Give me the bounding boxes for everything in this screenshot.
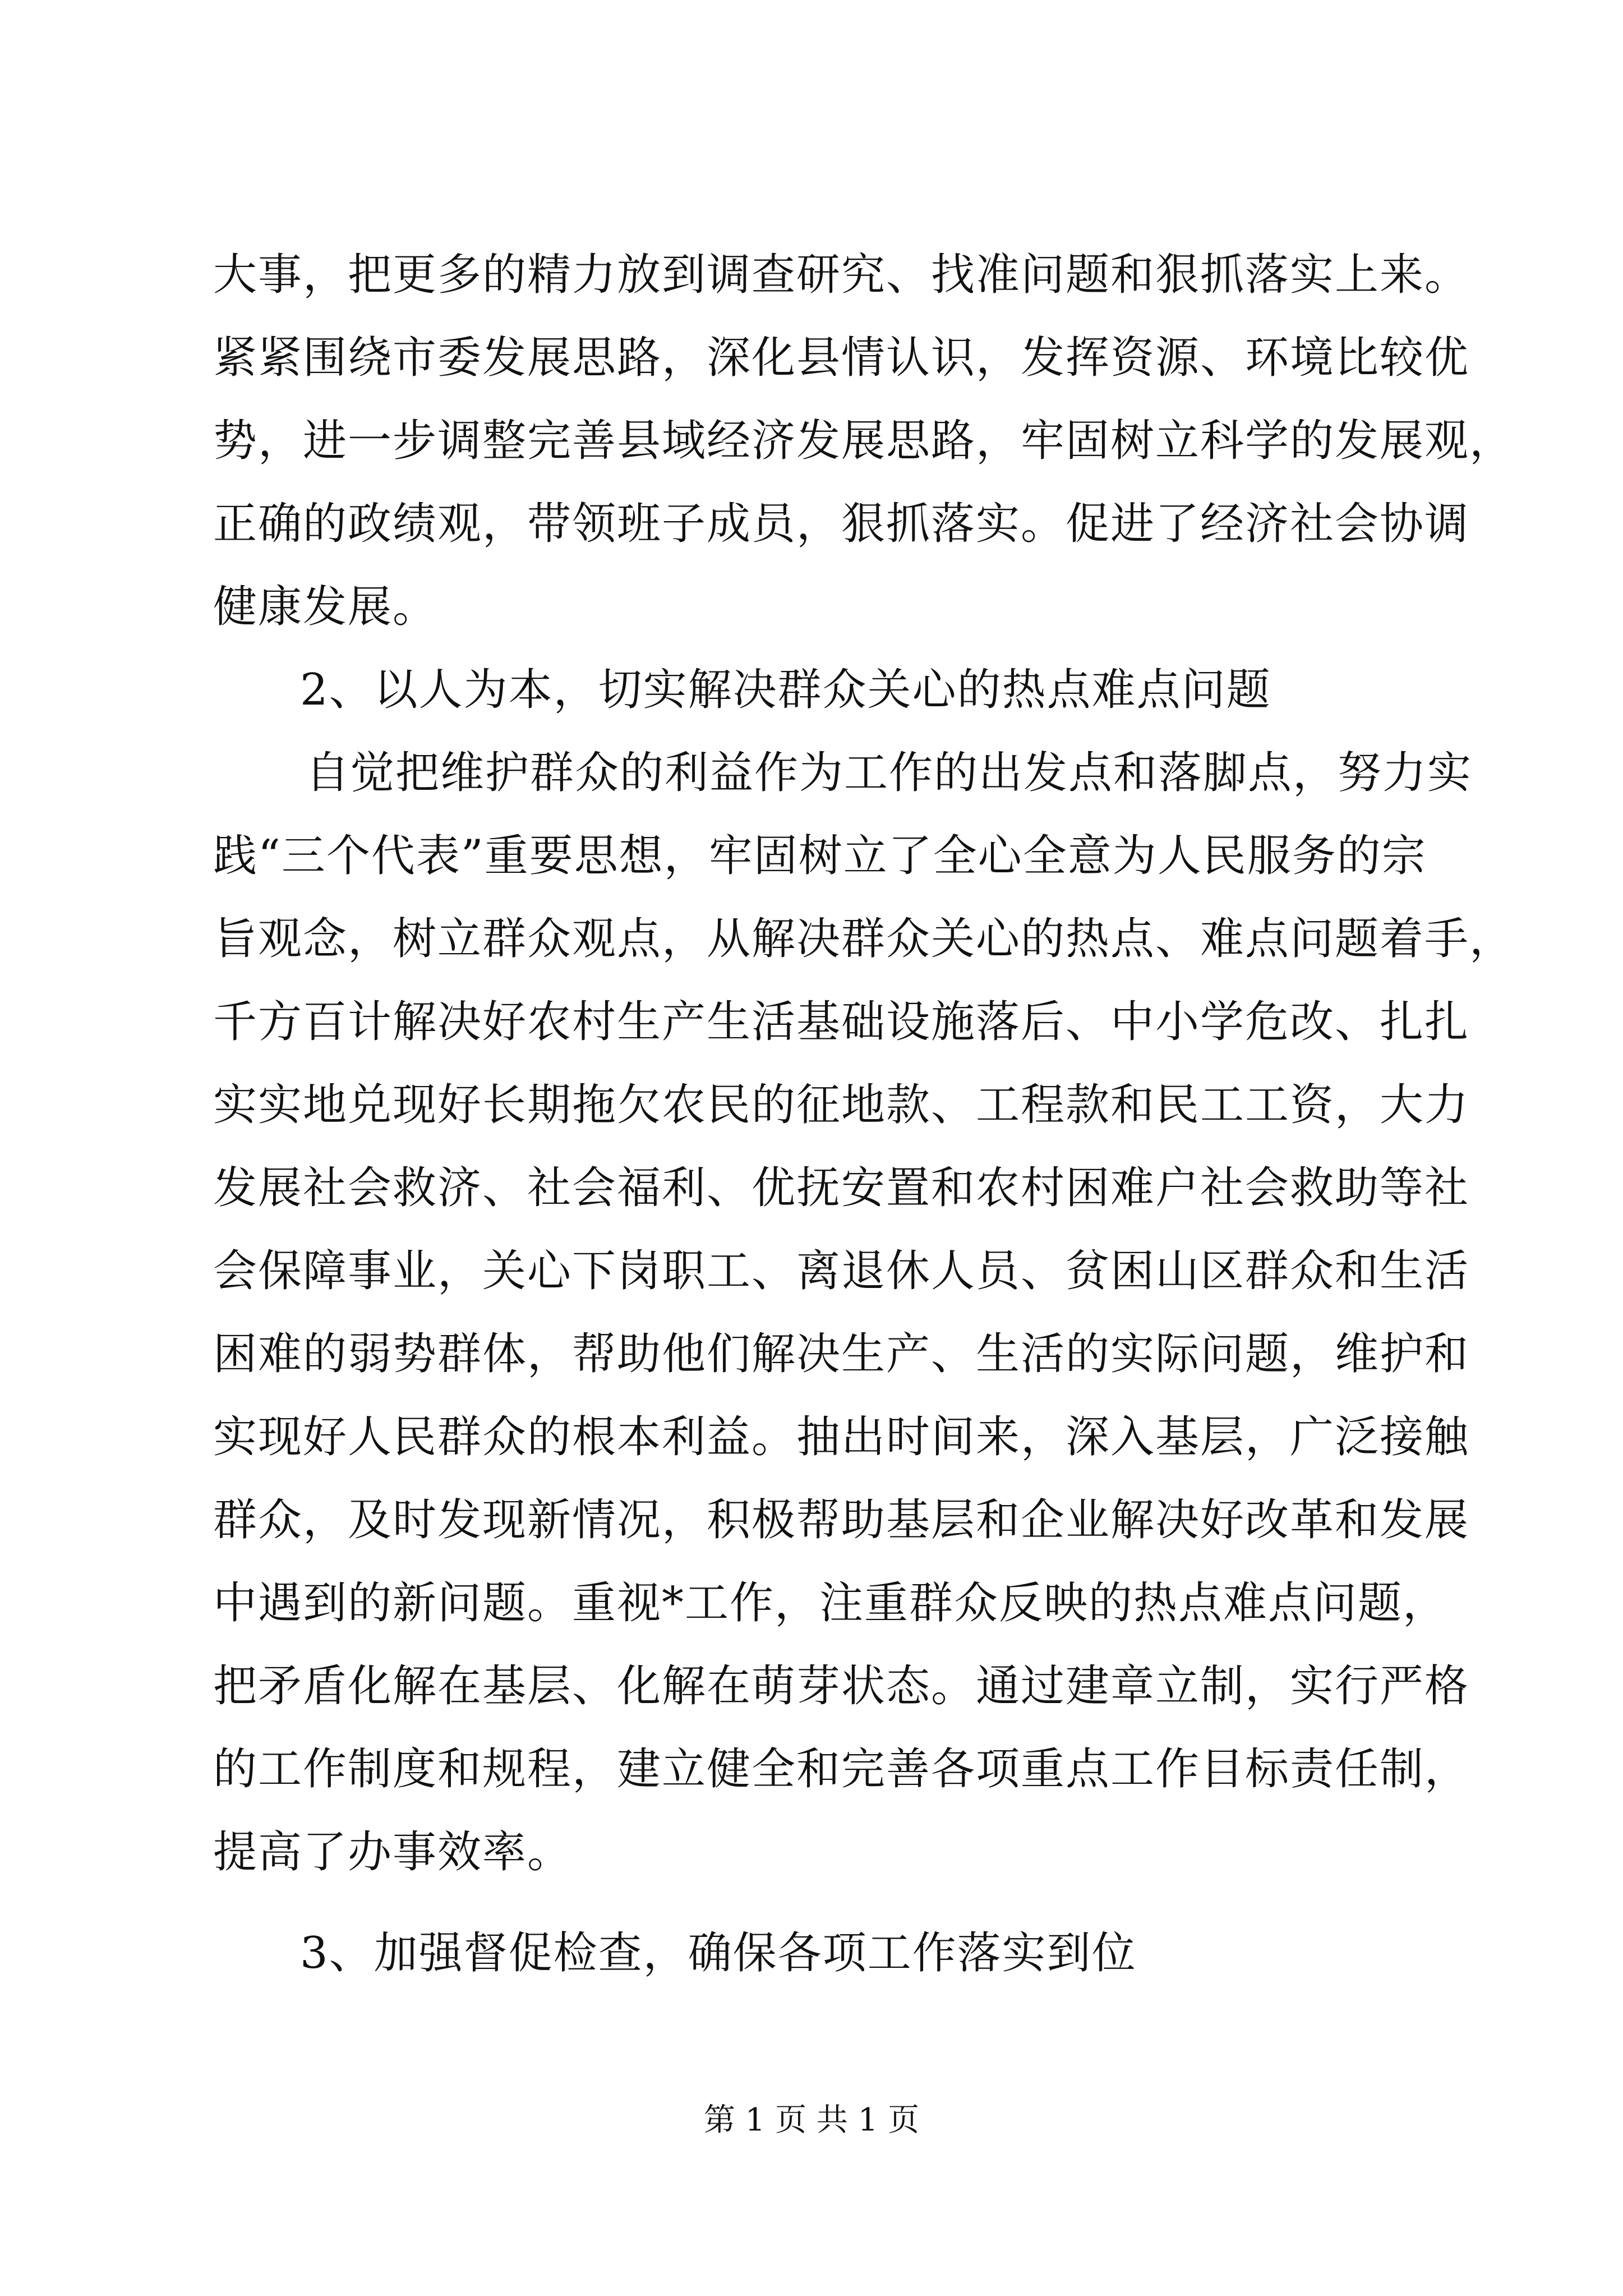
paragraph-line: 的工作制度和规程，建立健全和完善各项重点工作目标责任制， (213, 1744, 1470, 1795)
paragraph-line: 中遇到的新问题。重视*工作，注重群众反映的热点难点问题， (213, 1578, 1448, 1628)
page-footer: 第 1 页 共 1 页 (703, 2102, 920, 2138)
paragraph-line: 践“三个代表”重要思想，牢固树立了全心全意为人民服务的宗 (213, 831, 1427, 881)
paragraph-line: 实实地兑现好长期拖欠农民的征地款、工程款和民工工资，大力 (213, 1080, 1470, 1130)
section-heading: 3、加强督促检查，确保各项工作落实到位 (300, 1928, 1137, 1978)
paragraph-line: 会保障事业，关心下岗职工、离退休人员、贫困山区群众和生活 (213, 1246, 1470, 1296)
paragraph-line: 发展社会救济、社会福利、优抚安置和农村困难户社会救助等社 (213, 1163, 1470, 1213)
paragraph-line: 健康发展。 (213, 582, 438, 632)
paragraph-line: 群众，及时发现新情况，积极帮助基层和企业解决好改革和发展 (213, 1495, 1470, 1545)
paragraph-line: 把矛盾化解在基层、化解在萌芽状态。通过建章立制，实行严格 (213, 1661, 1470, 1711)
section-heading: 2、以人为本，切实解决群众关心的热点难点问题 (300, 665, 1271, 715)
paragraph-line: 自觉把维护群众的利益作为工作的出发点和落脚点，努力实 (306, 748, 1473, 798)
paragraph-line: 紧紧围绕市委发展思路，深化县情认识，发挥资源、环境比较优 (213, 333, 1470, 383)
paragraph-line: 提高了办事效率。 (213, 1827, 573, 1878)
paragraph-line: 千方百计解决好农村生产生活基础设施落后、中小学危改、扎扎 (213, 997, 1470, 1047)
paragraph-line: 旨观念，树立群众观点，从解决群众关心的热点、难点问题着手， (213, 914, 1515, 964)
paragraph-line: 困难的弱势群体，帮助他们解决生产、生活的实际问题，维护和 (213, 1329, 1470, 1379)
paragraph-line: 势，进一步调整完善县域经济发展思路，牢固树立科学的发展观， (213, 416, 1515, 466)
paragraph-line: 实现好人民群众的根本利益。抽出时间来，深入基层，广泛接触 (213, 1412, 1470, 1462)
paragraph-line: 正确的政绩观，带领班子成员，狠抓落实。促进了经济社会协调 (213, 499, 1470, 549)
paragraph-line: 大事，把更多的精力放到调查研究、找准问题和狠抓落实上来。 (213, 250, 1470, 300)
